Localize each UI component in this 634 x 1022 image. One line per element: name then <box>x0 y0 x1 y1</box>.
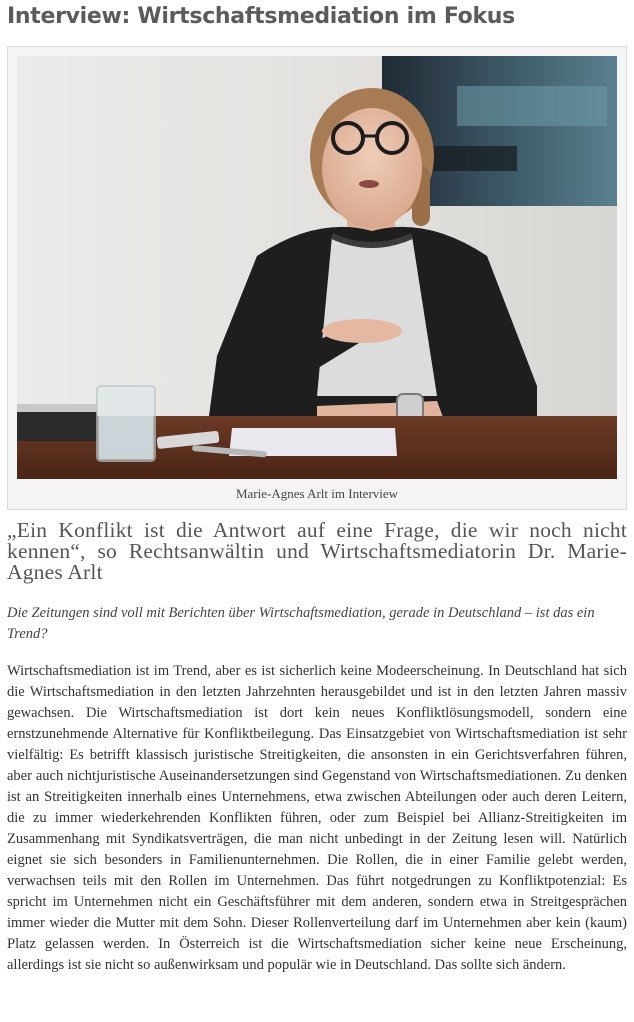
article-figure <box>7 46 627 510</box>
interview-question: Die Zeitungen sind voll mit Berichten über Wirtschaftsmediation, gerade in Deutschland – ist das ein Trend? <box>7 605 595 642</box>
interview-answer: Wirtschaftsmediation ist im Trend, aber es ist sicherlich keine Modeerscheinung. In Deutschland hat sich die Wirtschaftsmediation in den letzten Jahrzehnten herausgebildet und ist in den letzten Jahren massiv gewachsen. Die Wirtschaftsmediation ist dort kein neues Konfliktlösungsmodell, sondern eine ernstzunehmende Alternative für Konfliktbeilegung. Das Einsatzgebiet von Wirtschaftsmediation ist sehr vielfältig: Es betrifft klassisch juristische Streitigkeiten, die ansonsten in ein Gerichtsverfahren führen, aber auch nichtjuristische Auseinandersetzungen sind Gegenstand von Wirtschaftsmediationen. Zu denken ist an Streitigkeiten innerhalb eines Unternehmens, etwa zwischen Abteilungen oder auch deren Leitern, die zu immer wiederkehrenden Konflikten führen, oder zum Beispiel bei Allianz-Streitigkeiten im Zusammenhang mit Syndikatsverträgen, die man nicht unbedingt in der Zeitung lesen will. Natürlich eignet sie sich besonders in Familienunternehmen. Die Rollen, die in einer Familie gelebt werden, verwachsen teils mit den Rollen im Unternehmen. Das führt notgedrungen zu Konfliktpotenzial: Es spricht im Unternehmen nicht ein Geschäftsführer mit dem anderen, sondern etwa in Streitgesprächen immer wieder die Mutter mit dem Sohn. Dieser Rollenverteilung darf im Unternehmen aber kein (kaum) Platz gelassen werden. In Österreich ist die Wirtschaftsmediation sicher keine neue Erscheinung, allerdings ist sie nicht so außenwirksam und populär wie in Deutschland. Das sollte sich ändern. <box>7 663 627 973</box>
image-caption: Marie-Agnes Arlt im Interview <box>235 486 399 501</box>
interview-photo <box>17 56 617 479</box>
article-title: Interview: Wirtschaftsmediation im Fokus <box>7 4 515 29</box>
article-lead: „Ein Konflikt ist die Antwort auf eine Frage, die wir noch nicht kennen“, so Rechtsanwältin und Wirtschaftsmediatorin Dr. Marie-Agnes Arlt <box>7 518 627 584</box>
